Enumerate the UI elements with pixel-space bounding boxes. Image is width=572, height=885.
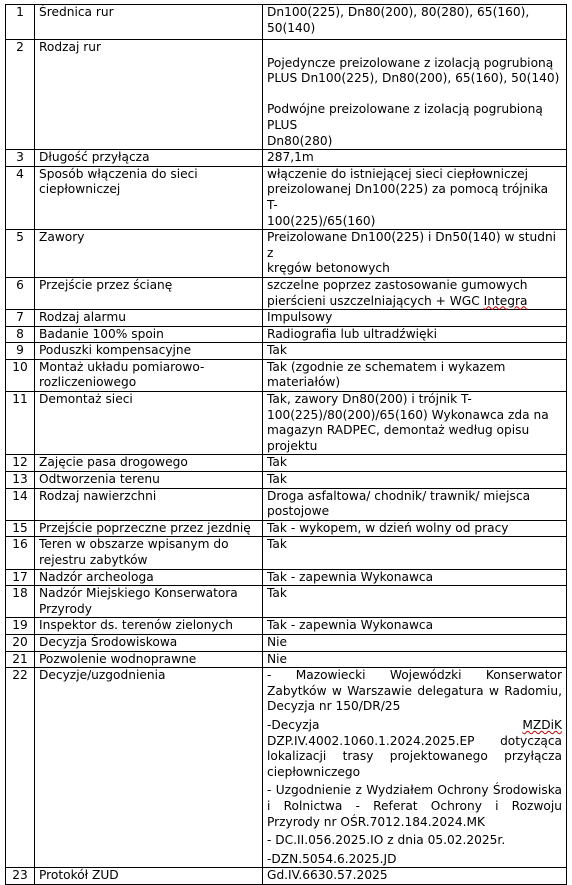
row-label: Przejście przez ścianę (35, 277, 263, 309)
row-number: 8 (6, 326, 35, 343)
decision-item: - Mazowiecki Wojewódzki Konserwator Zabytków w Warszawie delegatura w Radomiu, Decyzja nr 150/DR/25 (267, 668, 562, 714)
row-value: Droga asfaltowa/ chodnik/ trawnik/ miejsca postojowe (263, 488, 567, 520)
row-number: 6 (6, 277, 35, 309)
table-row (6, 868, 567, 885)
row-label: Pozwolenie wodnoprawne (35, 651, 263, 668)
row-label: Poduszki kompensacyjne (35, 343, 263, 360)
row-label: Demontaż sieci (35, 392, 263, 455)
row-value: Gd.IV.6630.57.2025 (263, 868, 567, 885)
row-label: Inspektor ds. terenów zielonych (35, 618, 263, 635)
row-label: Rodzaj nawierzchni (35, 488, 263, 520)
pipe-type-single: Pojedyncze preizolowane z izolacją pogrubioną PLUS Dn100(225), Dn80(200), 65(160), 50(140) (267, 55, 560, 86)
row-label: Nadzór Miejskiego Konserwatora Przyrody (35, 586, 263, 618)
table-row (6, 651, 567, 668)
decision-item (267, 718, 562, 780)
row-number: 2 (6, 40, 35, 150)
row-value: Tak - zapewnia Wykonawca (263, 618, 567, 635)
row-value: Tak (263, 472, 567, 489)
row-label: Rodzaj rur (35, 40, 263, 150)
row-number: 9 (6, 343, 35, 360)
row-label: Zajęcie pasa drogowego (35, 455, 263, 472)
row-number: 16 (6, 537, 35, 569)
table-row (6, 569, 567, 586)
decision-text: -Decyzja (267, 717, 523, 732)
table-row (6, 343, 567, 360)
row-number: 19 (6, 618, 35, 635)
row-label: Rodzaj alarmu (35, 310, 263, 327)
row-label: Zawory (35, 230, 263, 278)
row-number: 22 (6, 668, 35, 868)
table-row (6, 359, 567, 391)
row-number: 20 (6, 634, 35, 651)
row-value: Tak, zawory Dn80(200) i trójnik T- 100(225)/80(200)/65(160) Wykonawca zda na magazyn RADPEC, demontaż według opisu projektu (263, 392, 567, 455)
row-number: 7 (6, 310, 35, 327)
row-label: Nadzór archeologa (35, 569, 263, 586)
row-number: 14 (6, 488, 35, 520)
row-value: Preizolowane Dn100(225) i Dn50(140) w studni z kręgów betonowych (263, 230, 567, 278)
row-value: Dn100(225), Dn80(200), 80(280), 65(160), 50(140) (263, 5, 567, 40)
table-row (6, 520, 567, 537)
decision-item: - Uzgodnienie z Wydziałem Ochrony Środowiska i Rolnictwa - Referat Ochrony i Rozwoju Przyrody nr OŚR.7012.184.2024.MK (267, 783, 562, 829)
row-label: Montaż układu pomiarowo- rozliczeniowego (35, 359, 263, 391)
row-value: Nie (263, 634, 567, 651)
table-row (6, 668, 567, 868)
table-row (6, 586, 567, 618)
row-value: Tak (263, 455, 567, 472)
row-number: 3 (6, 150, 35, 167)
table-row (6, 537, 567, 569)
table-row (6, 40, 567, 150)
row-number: 18 (6, 586, 35, 618)
wall-passage-text: szczelne poprzez zastosowanie gumowych pierścieni uszczelniających + WGC (267, 277, 528, 308)
decision-text: DZP.IV.4002.1060.1.2024.2025.EP dotycząca lokalizacji trasy projektowanego przyłącza ciepłowniczego (267, 733, 562, 779)
row-label: Przejście poprzeczne przez jezdnię (35, 520, 263, 537)
row-label: Decyzja Środowiskowa (35, 634, 263, 651)
row-number: 5 (6, 230, 35, 278)
row-number: 10 (6, 359, 35, 391)
row-label: Sposób włączenia do sieci ciepłowniczej (35, 166, 263, 229)
row-value: 287,1m (263, 150, 567, 167)
table-row (6, 150, 567, 167)
table-row (6, 5, 567, 40)
row-number: 1 (6, 5, 35, 40)
row-number: 21 (6, 651, 35, 668)
row-number: 13 (6, 472, 35, 489)
decision-authority: MZDiK (522, 717, 562, 732)
row-label: Decyzje/uzgodnienia (35, 668, 263, 868)
table-row (6, 634, 567, 651)
row-value: Tak (zgodnie ze schematem i wykazem materiałów) (263, 359, 567, 391)
row-label: Protokół ZUD (35, 868, 263, 885)
row-number: 15 (6, 520, 35, 537)
row-value: Tak (263, 343, 567, 360)
decision-item: -DZN.5054.6.2025.JD (267, 851, 397, 866)
row-value (263, 40, 567, 150)
row-value: Tak (263, 537, 567, 569)
pipe-type-double: Podwójne preizolowane z izolacją pogrubioną PLUS Dn80(280) (267, 102, 543, 148)
row-number: 11 (6, 392, 35, 455)
row-number: 17 (6, 569, 35, 586)
table-row (6, 472, 567, 489)
row-number: 4 (6, 166, 35, 229)
row-number: 23 (6, 868, 35, 885)
row-value: Impulsowy (263, 310, 567, 327)
row-value: Radiografia lub ultradźwięki (263, 326, 567, 343)
row-label: Odtworzenia terenu (35, 472, 263, 489)
table-row (6, 392, 567, 455)
table-row (6, 310, 567, 327)
table-row (6, 277, 567, 309)
row-value (263, 668, 567, 868)
row-label: Badanie 100% spoin (35, 326, 263, 343)
row-value (263, 277, 567, 309)
table-row (6, 455, 567, 472)
row-value: Tak - wykopem, w dzień wolny od pracy (263, 520, 567, 537)
row-label: Długość przyłącza (35, 150, 263, 167)
table-row (6, 618, 567, 635)
decision-item: - DC.II.056.2025.IO z dnia 05.02.2025r. (267, 833, 506, 848)
row-label: Teren w obszarze wpisanym do rejestru zabytków (35, 537, 263, 569)
table-row (6, 326, 567, 343)
row-value: Nie (263, 651, 567, 668)
row-label: Średnica rur (35, 5, 263, 40)
wall-passage-product: Integra (483, 293, 528, 308)
row-number: 12 (6, 455, 35, 472)
row-value: Tak (263, 586, 567, 618)
table-row (6, 230, 567, 278)
table-row (6, 488, 567, 520)
specification-table (5, 4, 567, 885)
row-value: włączenie do istniejącej sieci ciepłowniczej preizolowanej Dn100(225) za pomocą trójnika T- 100(225)/65(160) (263, 166, 567, 229)
table-row (6, 166, 567, 229)
row-value: Tak - zapewnia Wykonawca (263, 569, 567, 586)
